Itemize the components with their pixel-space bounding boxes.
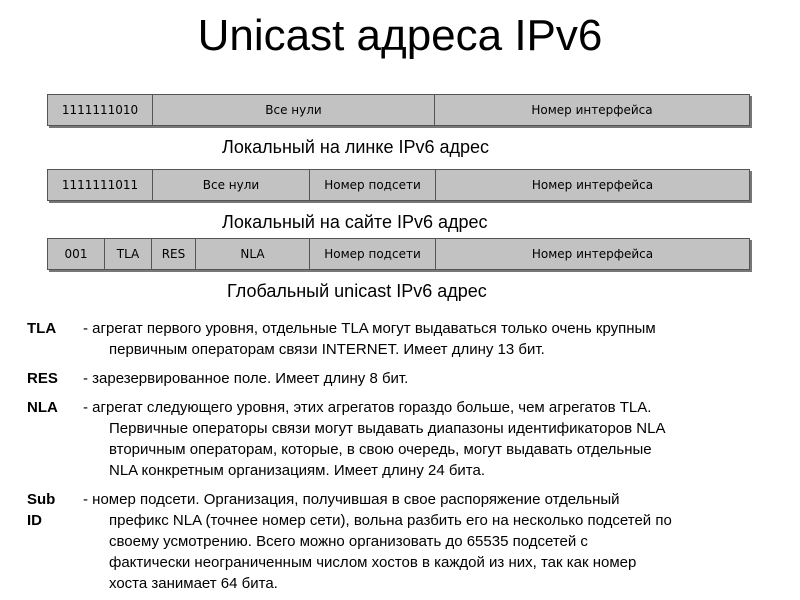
tla-field: TLA (105, 239, 152, 269)
definition-text: - агрегат следующего уровня, этих агрегатов гораздо больше, чем агрегатов TLA. Первичные операторы связи могут выдавать диапазоны идентификаторов NLA вторичным операторам, которые, в свою очередь, могут выдавать отдельные NLA конкретным организациям. Имеет длину 24 бита. (83, 399, 666, 479)
interface-id-field: Номер интерфейса (531, 247, 654, 261)
zeros-field: Все нули (153, 170, 310, 200)
zeros-field: Все нули (153, 95, 435, 125)
page-title: Unicast адреса IPv6 (197, 11, 603, 60)
definition-term: NLA (27, 399, 58, 416)
prefix-field: 1111111011 (48, 170, 153, 200)
subnet-id-field: Номер подсети (310, 239, 436, 269)
site-local-address-diagram (47, 169, 750, 201)
definition-text: - агрегат первого уровня, отдельные TLA могут выдаваться только очень крупным первичным операторам связи INTERNET. Имеет длину 13 бит. (83, 320, 656, 358)
prefix-field: 1111111010 (48, 95, 153, 125)
definition-text: - номер подсети. Организация, получившая в свое распоряжение отдельный префикс NLA (точнее номер сети), вольна разбить его на несколько подсетей по своему усмотрению. Всего можно организовать до 65535 подсетей с фактически неограниченным числом хостов в каждой из них, так как номер хоста занимает 64 бита. (83, 491, 672, 592)
definition-text: - зарезервированное поле. Имеет длину 8 бит. (83, 370, 409, 387)
site-local-caption: Локальный на сайте IPv6 адрес (222, 212, 488, 232)
res-field: RES (152, 239, 196, 269)
global-unicast-caption: Глобальный unicast IPv6 адрес (227, 281, 487, 301)
nla-field: NLA (196, 239, 310, 269)
definition-term: TLA (27, 320, 57, 337)
definition-term: Sub ID (27, 491, 56, 529)
definition-term: RES (27, 370, 58, 387)
prefix-field: 001 (48, 239, 105, 269)
global-unicast-address-diagram (47, 238, 750, 270)
link-local-caption: Локальный на линке IPv6 адрес (222, 137, 490, 157)
interface-id-field: Номер интерфейса (531, 103, 653, 117)
link-local-address-diagram (47, 94, 750, 126)
interface-id-field: Номер интерфейса (531, 178, 654, 192)
subnet-id-field: Номер подсети (310, 170, 436, 200)
